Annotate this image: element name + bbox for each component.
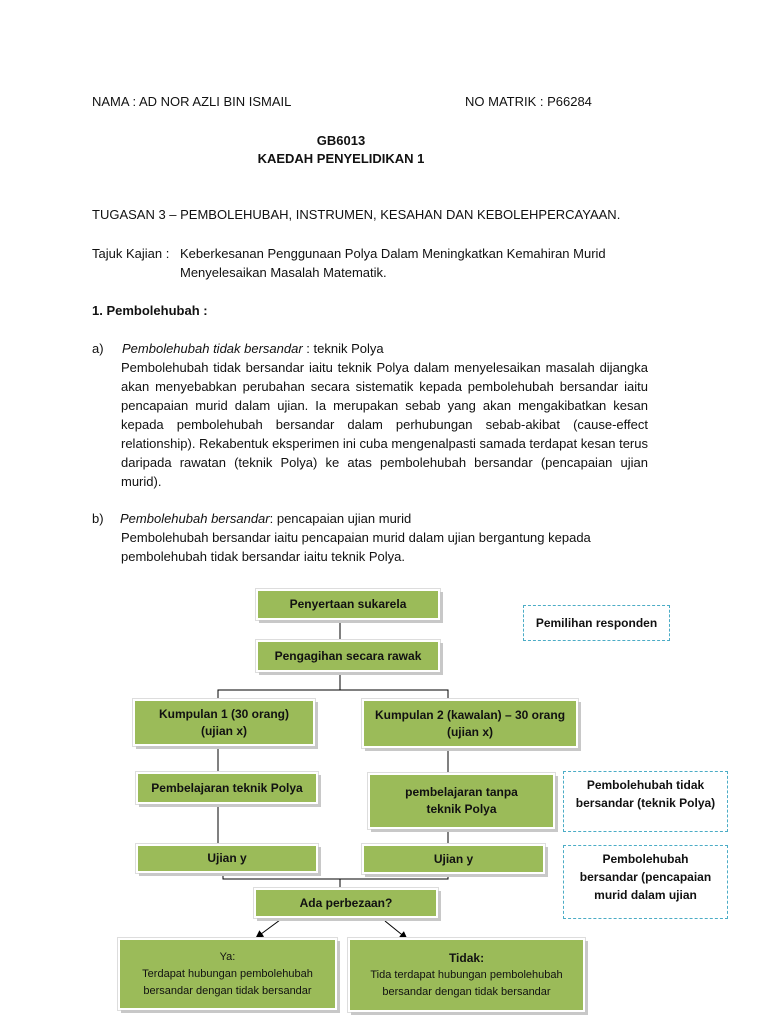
flow-box-kumpulan-2 xyxy=(362,699,578,748)
item-a-term: Pembolehubah tidak bersandar xyxy=(122,341,303,356)
item-a-value: : teknik Polya xyxy=(302,341,384,356)
flow-box-ada-perbezaan: Ada perbezaan? xyxy=(254,888,438,918)
item-b-text: Pembolehubah bersandar iaitu pencapaian murid dalam ujian bergantung kepada pembolehubah tidak bersandar iaitu teknik Polya. xyxy=(121,530,591,564)
item-b-term: Pembolehubah bersandar xyxy=(120,511,270,526)
tajuk-line1: Keberkesanan Penggunaan Polya Dalam Meningkatkan Kemahiran Murid xyxy=(180,246,606,261)
kumpulan-1-test: (ujian x) xyxy=(200,723,247,738)
task-title: TUGASAN 3 – PEMBOLEHUBAH, INSTRUMEN, KESAHAN DAN KEBOLEHPERCAYAAN. xyxy=(92,207,621,222)
kumpulan-2-test: (ujian x) xyxy=(446,724,493,739)
tajuk-label: Tajuk Kajian : xyxy=(92,246,170,261)
tajuk-line2: Menyelesaikan Masalah Matematik. xyxy=(180,265,387,280)
legend-pembolehubah-bersandar: Pembolehubah bersandar (pencapaian murid dalam ujian xyxy=(563,845,728,919)
item-a-marker: a) xyxy=(92,341,104,356)
item-b-value: : pencapaian ujian murid xyxy=(269,511,412,526)
section-heading: 1. Pembolehubah : xyxy=(92,303,208,318)
flow-box-ujian-y-1: Ujian y xyxy=(136,844,318,873)
flow-box-pembelajaran-polya: Pembelajaran teknik Polya xyxy=(136,772,318,804)
tidak-title: Tidak: xyxy=(448,950,485,965)
legend-pemilihan-responden: Pemilihan responden xyxy=(523,605,670,641)
legend-pembolehubah-tidak-bersandar: Pembolehubah tidak bersandar (teknik Polya) xyxy=(563,771,728,832)
student-name: NAMA : AD NOR AZLI BIN ISMAIL xyxy=(92,94,292,109)
flow-box-pengagihan: Pengagihan secara rawak xyxy=(256,640,440,672)
flow-box-tidak xyxy=(348,938,585,1012)
kumpulan-2-label: Kumpulan 2 (kawalan) – 30 orang xyxy=(374,707,566,722)
flow-box-ujian-y-2: Ujian y xyxy=(362,844,545,874)
matric-number: NO MATRIK : P66284 xyxy=(465,94,592,109)
course-code: GB6013 xyxy=(316,133,366,148)
tidak-text: Tida terdapat hubungan pembolehubah bersandar dengan tidak bersandar xyxy=(370,968,563,998)
flow-box-kumpulan-1 xyxy=(133,699,315,746)
item-a-text: Pembolehubah tidak bersandar iaitu teknik Polya dalam menyelesaikan masalah dijangka akan menyebabkan perubahan secara sistematik kepada pembolehubah bersandar iaitu pencapaian murid dalam ujian. Ia merupakan sebab yang akan mengakibatkan kesan kepada pembolehubah bersandar dalam perhubungan sebab-akibat (cause-effect relationship). Rekabentuk eksperimen ini cuba mengenalpasti samada terdapat kesan terus daripada rawatan (teknik Polya) ke atas pembolehubah bersandar (pencapaian ujian murid). xyxy=(121,360,648,489)
course-title: KAEDAH PENYELIDIKAN 1 xyxy=(257,151,425,166)
item-b-marker: b) xyxy=(92,511,104,526)
kumpulan-1-label: Kumpulan 1 (30 orang) xyxy=(158,706,289,721)
flow-box-ya xyxy=(118,938,337,1010)
flow-box-penyertaan: Penyertaan sukarela xyxy=(256,589,440,620)
ya-text: Terdapat hubungan pembolehubah bersandar dengan tidak bersandar xyxy=(142,967,313,997)
flow-box-pembelajaran-tanpa: pembelajaran tanpa teknik Polya xyxy=(368,773,555,829)
ya-title: Ya: xyxy=(219,950,236,963)
